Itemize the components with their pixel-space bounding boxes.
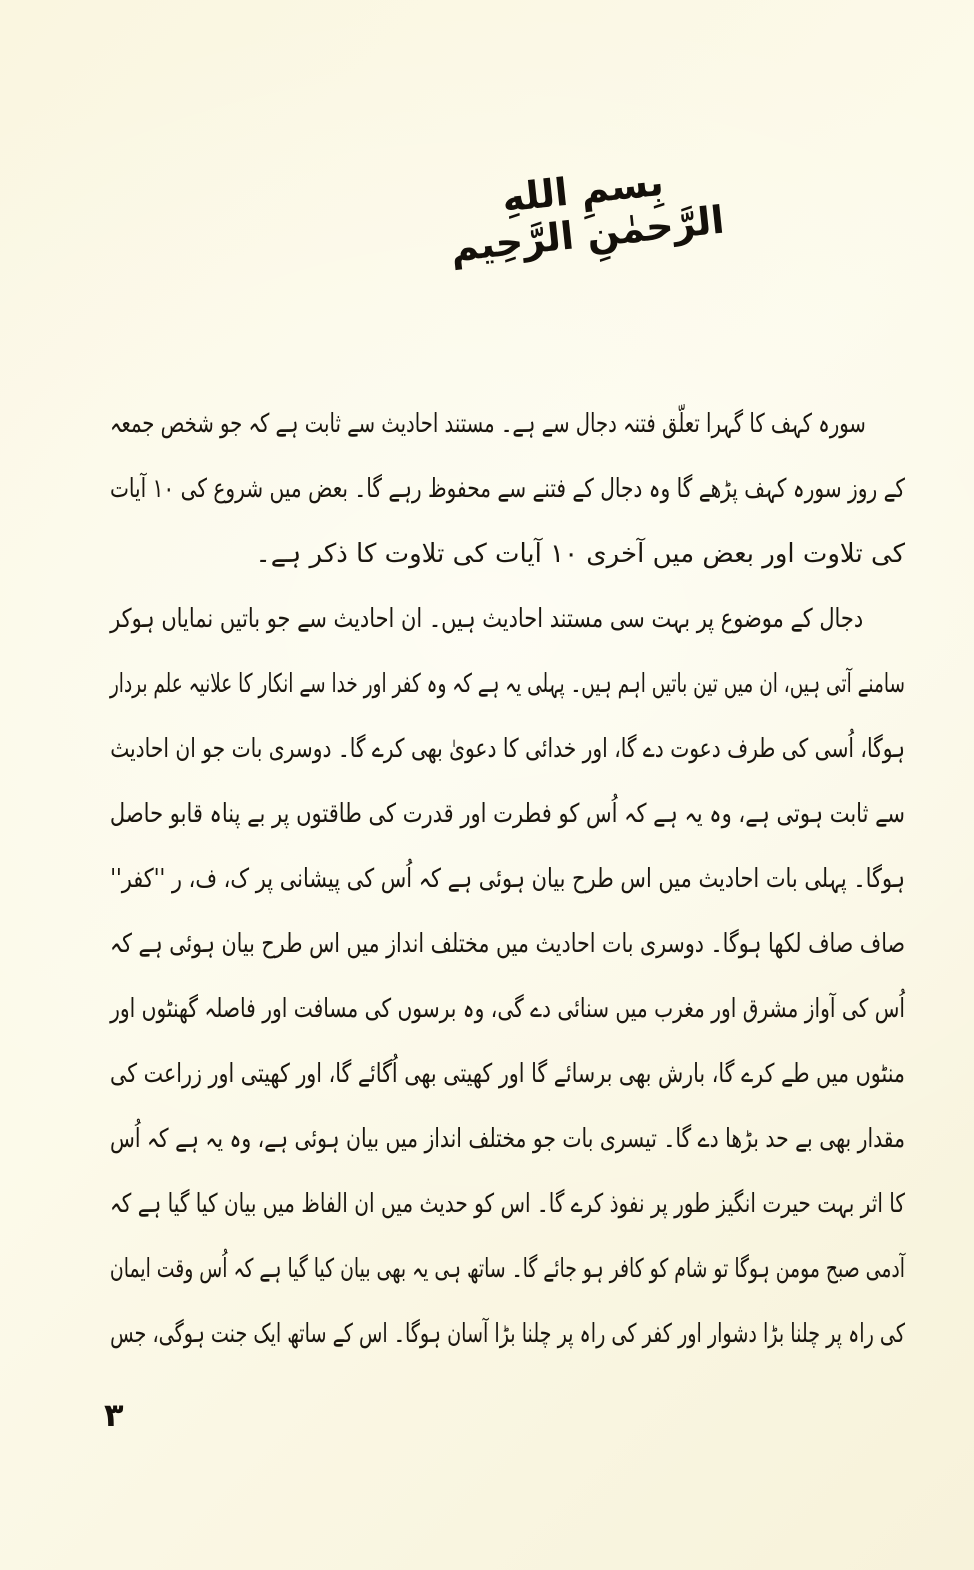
text-line: صاف صاف لکھا ہوگا۔ دوسری بات احادیث میں مختلف انداز میں اس طرح بیان ہوئی ہے کہ (110, 929, 905, 959)
text-line: کی تلاوت اور بعض میں آخری ۱۰ آیات کی تلاوت کا ذکر ہے۔ (255, 539, 905, 569)
text-line: ہوگا، اُسی کی طرف دعوت دے گا، اور خدائی کا دعویٰ بھی کرے گا۔ دوسری بات جو ان احادیث (110, 734, 906, 764)
text-line: اُس کی آواز مشرق اور مغرب میں سنائی دے گی، وہ برسوں کی مسافت اور فاصلہ گھنٹوں اور (110, 994, 905, 1024)
text-line: کی راہ پر چلنا بڑا دشوار اور کفر کی راہ پر چلنا بڑا آسان ہوگا۔ اس کے ساتھ ایک جنت ہوگی، جس (110, 1319, 905, 1349)
text-line: کا اثر بہت حیرت انگیز طور پر نفوذ کرے گا۔ اس کو حدیث میں ان الفاظ میں بیان کیا گیا ہے کہ (109, 1189, 906, 1219)
page-number: ۳ (104, 1396, 124, 1434)
bismillah-calligraphy: بِسمِ اللهِ الرَّحمٰنِ الرَّحِيم (448, 159, 727, 271)
text-line: ہوگا۔ پہلی بات احادیث میں اس طرح بیان ہوئی ہے کہ اُس کی پیشانی پر ک، ف، ر ''کفر'' (110, 864, 906, 894)
text-line: سامنے آتی ہیں، ان میں تین باتیں اہم ہیں۔ پہلی یہ ہے کہ وہ کفر اور خدا سے انکار کا علانیہ علم بردار (109, 669, 905, 699)
text-line: مقدار بھی بے حد بڑھا دے گا۔ تیسری بات جو مختلف انداز میں بیان ہوئی ہے، وہ یہ ہے کہ اُس (110, 1124, 905, 1154)
text-line: منٹوں میں طے کرے گا، بارش بھی برسائے گا اور کھیتی بھی اُگائے گا، اور کھیتی اور زراعت کی (110, 1059, 906, 1089)
text-line: آدمی صبح مومن ہوگا تو شام کو کافر ہو جائے گا۔ ساتھ ہی یہ بھی بیان کیا گیا ہے کہ اُس وقت ایمان (109, 1254, 906, 1284)
text-line: سے ثابت ہوتی ہے، وہ یہ ہے کہ اُس کو فطرت اور قدرت کی طاقتوں پر بے پناہ قابو حاصل (109, 799, 905, 829)
text-line: کے روز سورہ کہف پڑھے گا وہ دجال کے فتنے سے محفوظ رہے گا۔ بعض میں شروع کی ۱۰ آیات (109, 474, 906, 504)
text-line: دجال کے موضوع پر بہت سی مستند احادیث ہیں۔ ان احادیث سے جو باتیں نمایاں ہوکر (110, 604, 864, 634)
text-line: سورہ کہف کا گہرا تعلّق فتنہ دجال سے ہے۔ مستند احادیث سے ثابت ہے کہ جو شخص جمعہ (110, 409, 866, 439)
text-block (110, 392, 905, 1367)
